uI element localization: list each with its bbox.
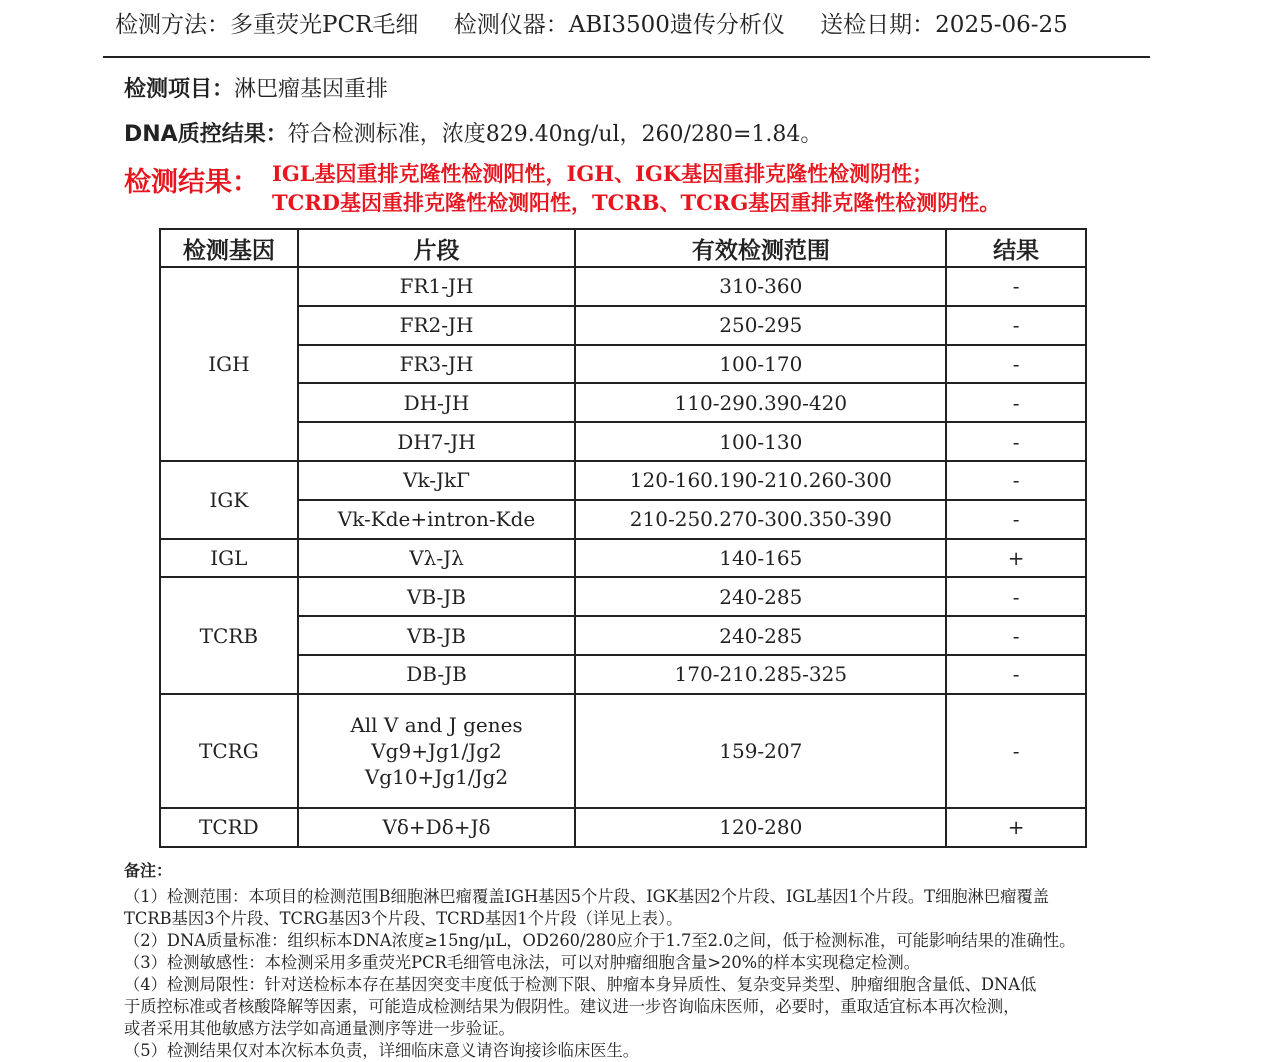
result-cell: - <box>946 577 1086 616</box>
range-cell: 240-285 <box>575 616 946 655</box>
range-cell: 210-250.270-300.350-390 <box>575 500 946 539</box>
table-row <box>160 267 1086 306</box>
segment-cell: Vλ-Jλ <box>298 539 576 578</box>
segment-cell: VB-JB <box>298 616 576 655</box>
segment-cell: FR1-JH <box>298 267 576 306</box>
result-cell: + <box>946 808 1086 847</box>
note-line: （1）检测范围：本项目的检测范围B细胞淋巴瘤覆盖IGH基因5个片段、IGK基因2个片段、IGL基因1个片段。T细胞淋巴瘤覆盖 <box>124 887 1049 906</box>
note-line: （2）DNA质量标准：组织标本DNA浓度≥15ng/μL，OD260/280应介于1.7至2.0之间，低于检测标准，可能影响结果的准确性。 <box>124 931 1076 950</box>
note-line: TCRB基因3个片段、TCRG基因3个片段、TCRD基因1个片段（详见上表）。 <box>124 909 683 928</box>
table-row <box>160 808 1086 847</box>
note-line: （4）检测局限性：针对送检标本存在基因突变丰度低于检测下限、肿瘤本身异质性、复杂变异类型、肿瘤细胞含量低、DNA低 <box>124 975 1037 994</box>
segment-cell: All V and J genes Vg9+Jg1/Jg2 Vg10+Jg1/Jg2 <box>298 694 576 808</box>
result-line-1: IGL基因重排克隆性检测阳性，IGH、IGK基因重排克隆性检测阴性； <box>272 161 934 186</box>
result-cell: - <box>946 383 1086 422</box>
result-cell: - <box>946 345 1086 384</box>
result-label: 检测结果： <box>124 167 259 198</box>
notes-lines <box>124 886 1194 1062</box>
qc-line <box>124 117 822 148</box>
note-line: （5）检测结果仅对本次标本负责，详细临床意义请咨询接诊临床医生。 <box>124 1041 640 1060</box>
table-header-row <box>160 229 1086 267</box>
table-row <box>160 694 1086 808</box>
header-segment: 片段 <box>298 229 576 267</box>
date-text: 送检日期：2025-06-25 <box>820 12 1068 38</box>
item-line <box>124 72 388 103</box>
result-cell: + <box>946 539 1086 578</box>
range-cell: 120-160.190-210.260-300 <box>575 461 946 500</box>
segment-cell: Vk-JkΓ <box>298 461 576 500</box>
result-cell: - <box>946 694 1086 808</box>
range-cell: 310-360 <box>575 267 946 306</box>
result-cell: - <box>946 422 1086 461</box>
note-line: 于质控标准或者核酸降解等因素，可能造成检测结果为假阴性。建议进一步咨询临床医师，必要时，重取适宜标本再次检测， <box>124 997 1020 1016</box>
table-row <box>160 306 1086 345</box>
table-row <box>160 422 1086 461</box>
table-row <box>160 500 1086 539</box>
table-body <box>160 267 1086 847</box>
table-row <box>160 345 1086 384</box>
qc-value: 符合检测标准，浓度829.40ng/ul，260/280=1.84。 <box>287 122 823 147</box>
item-label: 检测项目： <box>124 77 235 102</box>
note-line: 或者采用其他敏感方法学如高通量测序等进一步验证。 <box>124 1019 515 1038</box>
range-cell: 240-285 <box>575 577 946 616</box>
segment-cell: Vδ+Dδ+Jδ <box>298 808 576 847</box>
notes-title: 备注： <box>124 861 173 880</box>
segment-cell: DH7-JH <box>298 422 576 461</box>
segment-cell: FR2-JH <box>298 306 576 345</box>
table-row <box>160 577 1086 616</box>
result-cell: - <box>946 461 1086 500</box>
table-row <box>160 383 1086 422</box>
range-cell: 100-130 <box>575 422 946 461</box>
result-cell: - <box>946 500 1086 539</box>
instrument-text: 检测仪器：ABI3500遗传分析仪 <box>453 12 785 38</box>
range-cell: 170-210.285-325 <box>575 655 946 694</box>
gene-cell: TCRG <box>160 694 298 808</box>
table-row <box>160 655 1086 694</box>
table-row <box>160 616 1086 655</box>
header-divider <box>103 56 1150 58</box>
method-text: 检测方法：多重荧光PCR毛细 <box>115 12 419 38</box>
result-cell: - <box>946 267 1086 306</box>
segment-cell: FR3-JH <box>298 345 576 384</box>
segment-cell: VB-JB <box>298 577 576 616</box>
report-header <box>115 6 1096 39</box>
gene-cell: TCRD <box>160 808 298 847</box>
range-cell: 110-290.390-420 <box>575 383 946 422</box>
notes <box>124 860 1194 1062</box>
gene-cell: IGK <box>160 461 298 539</box>
segment-cell: DH-JH <box>298 383 576 422</box>
range-cell: 100-170 <box>575 345 946 384</box>
result-line-2: TCRD基因重排克隆性检测阳性，TCRB、TCRG基因重排克隆性检测阴性。 <box>272 190 1001 215</box>
segment-cell: DB-JB <box>298 655 576 694</box>
gene-table <box>159 228 1087 848</box>
result-cell: - <box>946 655 1086 694</box>
qc-label: DNA质控结果： <box>124 122 288 147</box>
range-cell: 120-280 <box>575 808 946 847</box>
gene-cell: IGL <box>160 539 298 578</box>
note-line: （3）检测敏感性：本检测采用多重荧光PCR毛细管电泳法，可以对肿瘤细胞含量>20%的样本实现稳定检测。 <box>124 953 920 972</box>
segment-cell: Vk-Kde+intron-Kde <box>298 500 576 539</box>
header-result: 结果 <box>946 229 1086 267</box>
header-gene: 检测基因 <box>160 229 298 267</box>
range-cell: 140-165 <box>575 539 946 578</box>
result-cell: - <box>946 616 1086 655</box>
result-cell: - <box>946 306 1086 345</box>
range-cell: 250-295 <box>575 306 946 345</box>
table-row <box>160 539 1086 578</box>
item-value: 淋巴瘤基因重排 <box>234 77 389 102</box>
range-cell: 159-207 <box>575 694 946 808</box>
header-range: 有效检测范围 <box>575 229 946 267</box>
table-row <box>160 461 1086 500</box>
gene-cell: TCRB <box>160 577 298 693</box>
gene-cell: IGH <box>160 267 298 461</box>
